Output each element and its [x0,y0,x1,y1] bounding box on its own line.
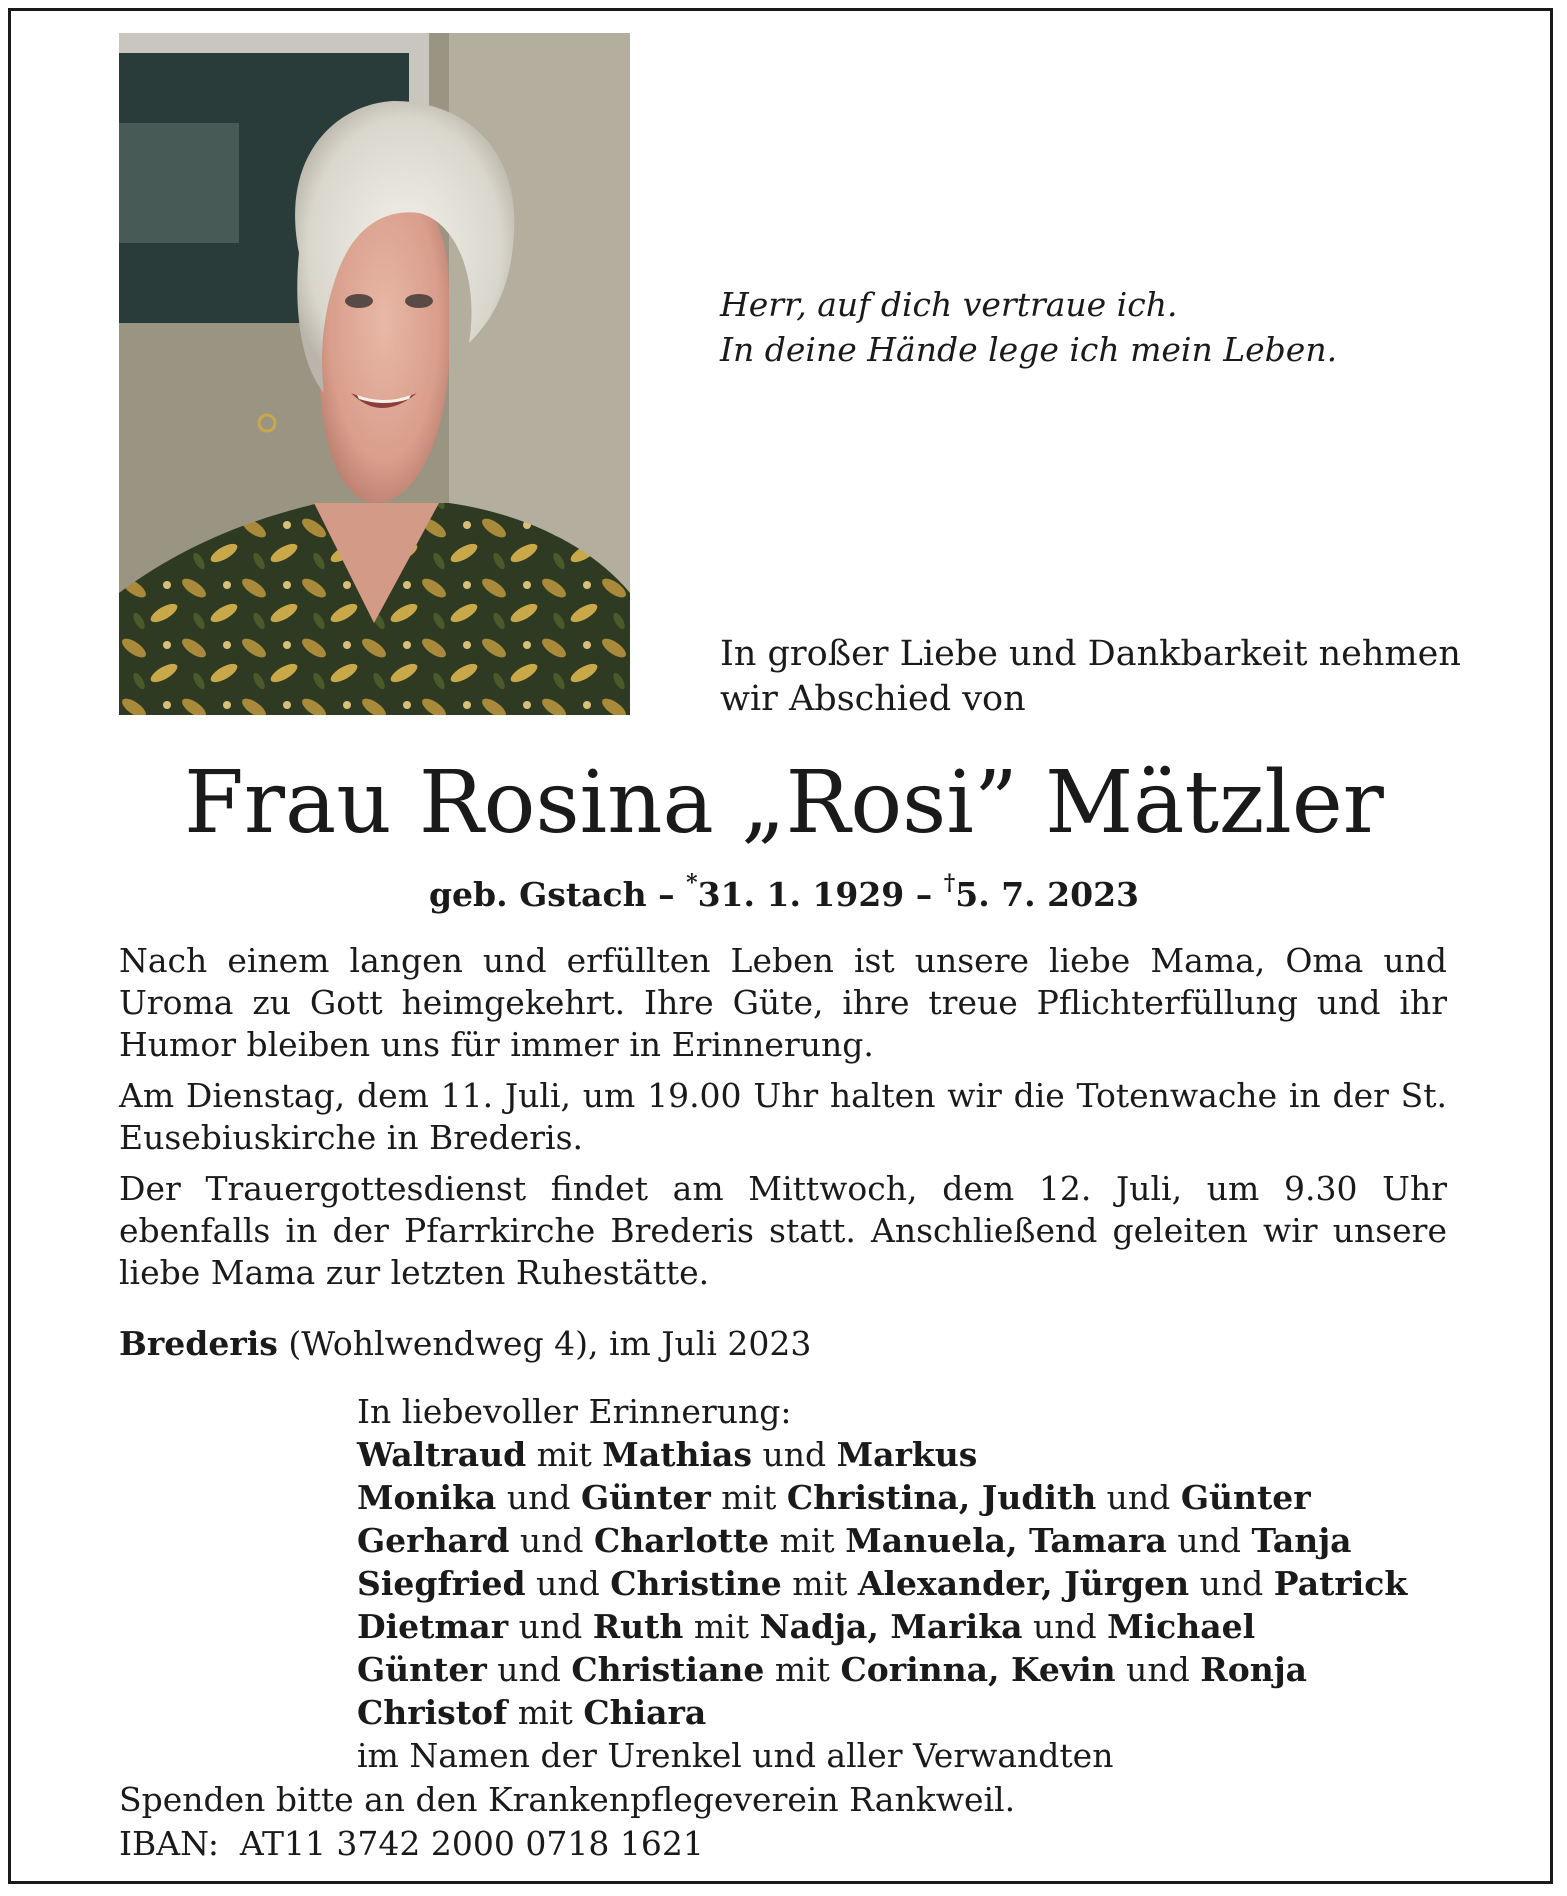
mourner-line [357,1605,1407,1648]
mourners-heading: In liebevoller Erinnerung: [357,1392,792,1431]
mourner-name: Dietmar [357,1607,509,1646]
mourner-name: Corinna, Kevin [840,1650,1116,1689]
mourner-line [357,1562,1407,1605]
motto-line-1: Herr, auf dich vertraue ich. [720,285,1178,324]
mourner-name: Christiane [571,1650,765,1689]
mourner-name: Ronja [1200,1650,1308,1689]
connector-word: und [1115,1650,1201,1689]
connector-word: mit [764,1650,841,1689]
birth-symbol: * [686,870,698,896]
connector-word: mit [781,1564,858,1603]
intro-line-1: In großer Liebe und Dankbarkeit nehmen [720,634,1461,674]
paragraph-life: Nach einem langen und erfüllten Leben ist unsere liebe Mama, Oma und Uroma zu Gott heimgekehrt. Ihre Güte, ihre treue Pflichterfüllung und ihr Humor bleiben uns für immer in Erinnerung. [119,941,1447,1064]
mourners-closing: im Namen der Urenkel und aller Verwandten [357,1736,1114,1775]
connector-word: mit [710,1478,787,1517]
deceased-name: Frau Rosina „Rosi” Mätzler [184,753,1384,853]
dash: – [915,875,933,914]
motto-line-2: In deine Hände lege ich mein Leben. [720,330,1338,369]
farewell-intro [720,632,1510,722]
mourner-name: Nadja, Marika [759,1607,1023,1646]
mourner-name: Siegfried [357,1564,526,1603]
connector-word: und [751,1435,837,1474]
connector-word: mit [683,1607,760,1646]
mourner-name: Monika [357,1478,497,1517]
place-address-date: (Wohlwendweg 4), im Juli 2023 [277,1324,812,1363]
mourner-name: Michael [1107,1607,1256,1646]
birth-date: 31. 1. 1929 [697,875,905,914]
connector-word: mit [526,1435,603,1474]
mourner-line [357,1648,1407,1691]
mourner-name: Mathias [602,1435,752,1474]
connector-word: und [486,1650,572,1689]
maiden-name: geb. Gstach [428,875,647,914]
mourner-name: Günter [580,1478,711,1517]
mourner-name: Gerhard [357,1521,510,1560]
connector-word: und [1189,1564,1274,1603]
paragraph-funeral: Der Trauergottesdienst findet am Mittwoch, dem 12. Juli, um 9.30 Uhr ebenfalls in der Pfarrkirche Brederis statt. Anschließend geleiten wir unsere liebe Mama zur letzten Ruhestätte. [119,1169,1447,1292]
obituary-text [119,940,1447,1303]
portrait-photo [119,33,630,715]
mourner-line [357,1691,1407,1734]
connector-word: und [1022,1607,1108,1646]
mourner-name: Patrick [1273,1564,1408,1603]
connector-word: und [1166,1521,1252,1560]
dash: – [658,875,675,914]
connector-word: mit [507,1693,584,1732]
motto-verse [720,282,1480,372]
mourner-name: Christina, Judith [786,1478,1097,1517]
mourner-name: Christine [610,1564,782,1603]
life-dates [119,872,1449,918]
donation-note [119,1778,1015,1866]
connector-word: und [509,1521,595,1560]
mourner-name: Markus [836,1435,978,1474]
connector-word: und [1096,1478,1181,1517]
mourner-name: Charlotte [594,1521,770,1560]
mourners-lines [357,1433,1407,1734]
connector-word: mit [769,1521,846,1560]
iban-text: IBAN: AT11 3742 2000 0718 1621 [119,1824,704,1863]
mourner-name: Christof [357,1693,508,1732]
mourner-name: Manuela, Tamara [845,1521,1167,1560]
mourner-name: Günter [357,1650,487,1689]
mourner-name: Ruth [592,1607,684,1646]
place-date [119,1322,811,1366]
death-symbol: † [943,870,956,896]
death-date: 5. 7. 2023 [955,875,1140,914]
mourner-line [357,1476,1407,1519]
mourner-name: Tanja [1251,1521,1352,1560]
connector-word: und [508,1607,593,1646]
paragraph-vigil: Am Dienstag, dem 11. Juli, um 19.00 Uhr halten wir die Totenwache in der St. Eusebiuskirche in Brederis. [119,1076,1447,1157]
mourners-list [357,1390,1407,1777]
mourner-line [357,1433,1407,1476]
connector-word: und [525,1564,611,1603]
intro-line-2: wir Abschied von [720,679,1026,719]
mourner-name: Alexander, Jürgen [857,1564,1190,1603]
connector-word: und [496,1478,581,1517]
mourner-name: Günter [1180,1478,1311,1517]
mourner-name: Waltraud [357,1435,527,1474]
donation-text: Spenden bitte an den Krankenpflegeverein Rankweil. [119,1780,1016,1819]
mourner-name: Chiara [583,1693,707,1732]
place-town: Brederis [119,1324,278,1363]
mourner-line [357,1519,1407,1562]
